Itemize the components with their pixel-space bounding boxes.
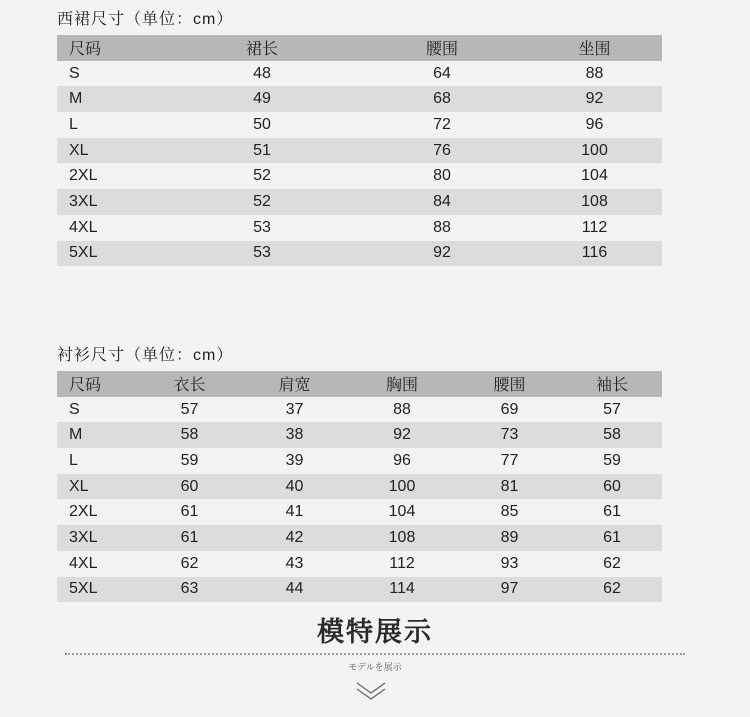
measurement-cell: 63 bbox=[137, 577, 242, 603]
measurement-cell: 62 bbox=[562, 577, 662, 603]
model-showcase-subtitle: モデルを展示 bbox=[348, 663, 402, 673]
table-row bbox=[57, 525, 662, 551]
table-row bbox=[57, 448, 662, 474]
measurement-cell: 51 bbox=[167, 138, 357, 164]
measurement-cell: 53 bbox=[253, 218, 271, 236]
shirt-size-table bbox=[57, 371, 662, 602]
size-cell: XL bbox=[57, 474, 137, 500]
measurement-cell: 59 bbox=[180, 451, 199, 469]
measurement-cell: 76 bbox=[357, 138, 527, 164]
measurement-cell: 77 bbox=[500, 451, 519, 469]
measurement-cell: 44 bbox=[242, 577, 347, 603]
measurement-cell: 39 bbox=[285, 451, 304, 469]
measurement-cell: 100 bbox=[347, 474, 457, 500]
measurement-cell: 60 bbox=[137, 474, 242, 500]
table-row bbox=[57, 138, 662, 164]
size-cell: M bbox=[57, 86, 167, 112]
skirt-size-title: 西裙尺寸（单位：cm） bbox=[57, 11, 234, 28]
column-header: 坐围 bbox=[527, 35, 662, 61]
measurement-cell: 80 bbox=[433, 167, 451, 185]
measurement-cell: 62 bbox=[603, 554, 621, 572]
measurement-cell: 88 bbox=[585, 64, 604, 82]
column-header: 腰围 bbox=[457, 371, 562, 397]
skirt-size-table bbox=[57, 35, 662, 266]
measurement-cell: 104 bbox=[388, 503, 416, 521]
measurement-cell: 96 bbox=[393, 451, 411, 469]
size-cell: 4XL bbox=[69, 218, 98, 236]
size-cell: 4XL bbox=[69, 554, 98, 572]
measurement-cell: 61 bbox=[137, 525, 242, 551]
measurement-cell: 53 bbox=[167, 241, 357, 267]
column-header: 袖长 bbox=[562, 371, 662, 397]
table-row bbox=[57, 61, 662, 87]
measurement-cell: 52 bbox=[253, 167, 271, 185]
table-row bbox=[57, 189, 662, 215]
measurement-cell: 68 bbox=[357, 86, 527, 112]
measurement-cell: 40 bbox=[242, 474, 347, 500]
measurement-cell: 92 bbox=[357, 241, 527, 267]
measurement-cell: 64 bbox=[433, 64, 451, 82]
measurement-cell: 97 bbox=[457, 577, 562, 603]
table-row bbox=[57, 474, 662, 500]
measurement-cell: 114 bbox=[347, 577, 457, 603]
measurement-cell: 61 bbox=[180, 503, 199, 521]
table-row bbox=[57, 577, 662, 603]
column-header: 衣长 bbox=[137, 371, 242, 397]
measurement-cell: 72 bbox=[433, 115, 451, 133]
measurement-cell: 81 bbox=[457, 474, 562, 500]
size-cell: 3XL bbox=[57, 525, 137, 551]
column-header: 裙长 bbox=[167, 35, 357, 61]
table-row bbox=[57, 163, 662, 189]
measurement-cell: 73 bbox=[457, 422, 562, 448]
size-cell: L bbox=[69, 451, 78, 469]
measurement-cell: 88 bbox=[433, 218, 451, 236]
size-cell: 5XL bbox=[57, 577, 137, 603]
table-row bbox=[57, 499, 662, 525]
size-cell: 2XL bbox=[69, 167, 98, 185]
size-cell: S bbox=[69, 400, 80, 418]
measurement-cell: 57 bbox=[180, 400, 199, 418]
table-header-row bbox=[57, 371, 662, 397]
shirt-size-title: 衬衫尺寸（单位：cm） bbox=[57, 347, 234, 364]
measurement-cell: 37 bbox=[285, 400, 304, 418]
measurement-cell: 108 bbox=[347, 525, 457, 551]
measurement-cell: 59 bbox=[603, 451, 621, 469]
measurement-cell: 60 bbox=[562, 474, 662, 500]
measurement-cell: 85 bbox=[500, 503, 519, 521]
size-cell: 3XL bbox=[57, 189, 167, 215]
size-cell: 2XL bbox=[69, 503, 98, 521]
table-row bbox=[57, 215, 662, 241]
measurement-cell: 84 bbox=[357, 189, 527, 215]
table-row bbox=[57, 241, 662, 267]
column-header: 腰围 bbox=[357, 35, 527, 61]
size-cell: XL bbox=[57, 138, 167, 164]
column-header: 肩宽 bbox=[242, 371, 347, 397]
measurement-cell: 58 bbox=[562, 422, 662, 448]
measurement-cell: 88 bbox=[393, 400, 411, 418]
measurement-cell: 42 bbox=[242, 525, 347, 551]
measurement-cell: 52 bbox=[167, 189, 357, 215]
size-cell: 5XL bbox=[57, 241, 167, 267]
measurement-cell: 92 bbox=[527, 86, 662, 112]
table-row bbox=[57, 422, 662, 448]
size-cell: L bbox=[69, 115, 78, 133]
column-header: 胸围 bbox=[347, 371, 457, 397]
table-row bbox=[57, 551, 662, 577]
measurement-cell: 96 bbox=[585, 115, 604, 133]
table-row bbox=[57, 397, 662, 423]
measurement-cell: 43 bbox=[285, 554, 304, 572]
measurement-cell: 69 bbox=[500, 400, 519, 418]
measurement-cell: 93 bbox=[500, 554, 519, 572]
measurement-cell: 38 bbox=[242, 422, 347, 448]
measurement-cell: 89 bbox=[457, 525, 562, 551]
measurement-cell: 62 bbox=[180, 554, 199, 572]
measurement-cell: 57 bbox=[603, 400, 621, 418]
table-row bbox=[57, 86, 662, 112]
measurement-cell: 92 bbox=[347, 422, 457, 448]
measurement-cell: 48 bbox=[253, 64, 271, 82]
table-row bbox=[57, 112, 662, 138]
measurement-cell: 61 bbox=[603, 503, 621, 521]
measurement-cell: 112 bbox=[389, 554, 415, 572]
measurement-cell: 100 bbox=[527, 138, 662, 164]
measurement-cell: 41 bbox=[285, 503, 304, 521]
measurement-cell: 61 bbox=[562, 525, 662, 551]
measurement-cell: 50 bbox=[253, 115, 271, 133]
measurement-cell: 116 bbox=[527, 241, 662, 267]
measurement-cell: 104 bbox=[581, 167, 608, 185]
measurement-cell: 58 bbox=[137, 422, 242, 448]
table-header-row bbox=[57, 35, 662, 61]
size-cell: S bbox=[69, 64, 80, 82]
measurement-cell: 108 bbox=[527, 189, 662, 215]
measurement-cell: 112 bbox=[581, 218, 608, 236]
column-header: 尺码 bbox=[57, 371, 137, 397]
model-showcase-title: 模特展示 bbox=[317, 617, 433, 648]
divider bbox=[65, 653, 685, 655]
column-header: 尺码 bbox=[57, 35, 167, 61]
size-cell: M bbox=[57, 422, 137, 448]
measurement-cell: 49 bbox=[167, 86, 357, 112]
chevron-down-icon bbox=[355, 680, 387, 702]
